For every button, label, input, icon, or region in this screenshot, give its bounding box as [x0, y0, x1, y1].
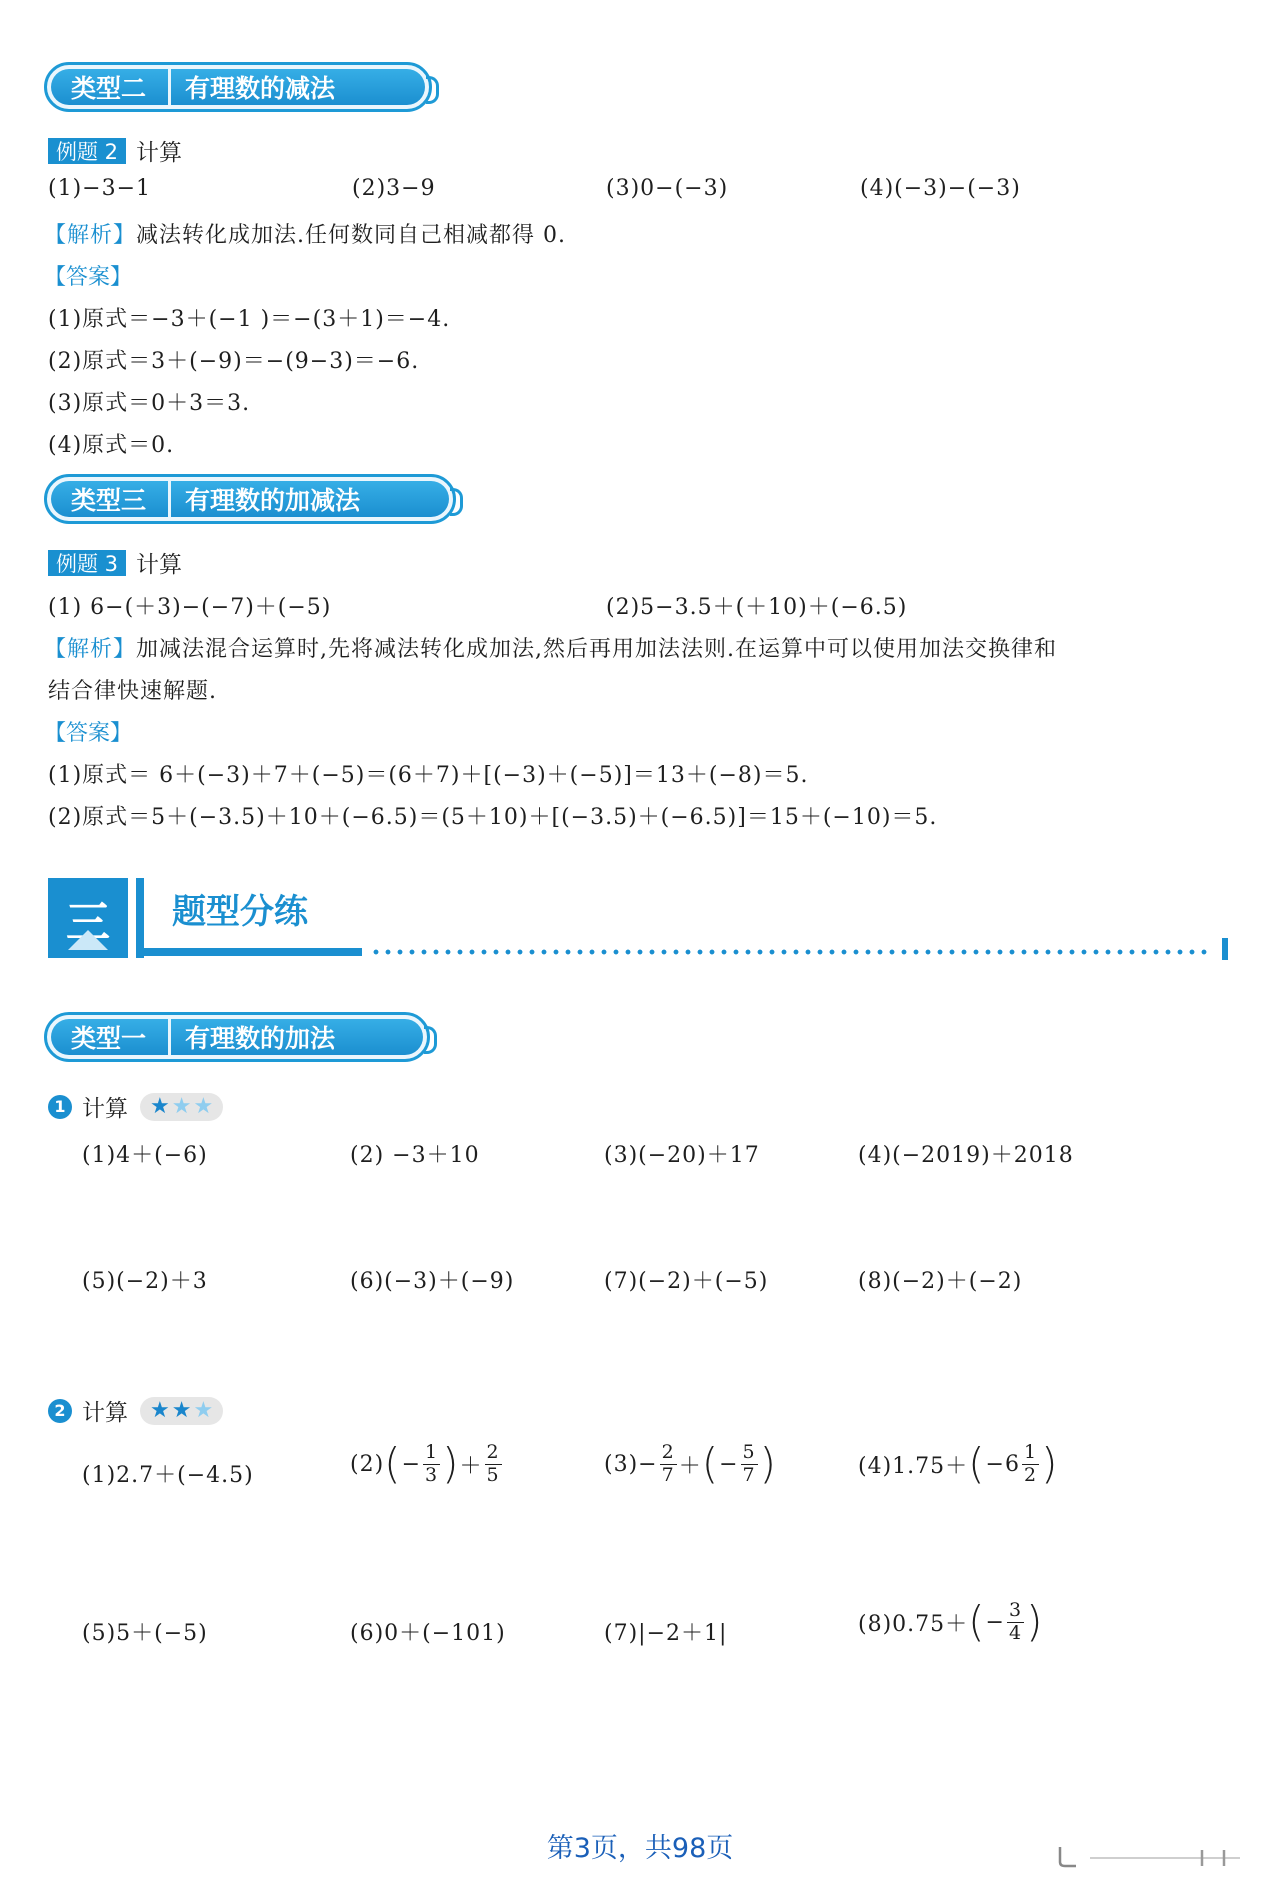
paren-right: ) — [1041, 1439, 1059, 1489]
section-header-type3 — [44, 474, 456, 524]
example2-problem-4: (4)(−3)−(−3) — [860, 176, 1021, 201]
analysis-text: 减法转化成加法.任何数同自己相减都得 0. — [136, 223, 566, 248]
example2-header — [48, 134, 182, 167]
exercise1-item-4: (4)(−2019)＋2018 — [858, 1143, 1074, 1168]
item-prefix: (8)0.75＋ — [858, 1611, 969, 1637]
denominator: 5 — [486, 1463, 500, 1486]
exercise1-item-1: (1)4＋(−6) — [82, 1143, 208, 1168]
example2-analysis — [44, 218, 566, 249]
exercise2-item-5: (5)5＋(−5) — [82, 1621, 208, 1646]
exercise-label: 计算 — [82, 1096, 128, 1122]
example2-problem-3: (3)0−(−3) — [606, 176, 729, 201]
example2-problem-2: (2)3−9 — [352, 176, 436, 201]
plus-sign: ＋ — [678, 1453, 702, 1479]
section-header-inner — [51, 1019, 423, 1055]
paren-left: ( — [701, 1439, 720, 1489]
section-title: 有理数的加减法 — [185, 486, 361, 515]
pill-tail — [450, 488, 463, 516]
section-header-type2 — [44, 62, 432, 112]
exercise2-item-7: (7)|−2＋1| — [604, 1621, 728, 1646]
banner-end-mark — [1222, 938, 1228, 960]
paren-right: ) — [442, 1439, 460, 1489]
exercise2-item-3 — [604, 1439, 778, 1489]
analysis-tag: 【解析】 — [44, 223, 137, 248]
exercise1-item-6: (6)(−3)＋(−9) — [350, 1269, 515, 1294]
numerator: 2 — [661, 1441, 675, 1463]
fraction — [1007, 1600, 1024, 1645]
page-indicator: 第3页，共98页 — [546, 1833, 734, 1864]
paren-left: ( — [968, 1439, 986, 1489]
denominator: 7 — [661, 1463, 675, 1486]
denominator: 2 — [1023, 1463, 1038, 1486]
banner-horizontal-bar — [136, 948, 362, 956]
plus-sign: ＋ — [459, 1453, 483, 1479]
exercise-label: 计算 — [82, 1400, 128, 1426]
exercise1-item-5: (5)(−2)＋3 — [82, 1269, 208, 1294]
analysis-text: 加减法混合运算时,先将减法转化成加法,然后再用加法法则.在运算中可以使用加法交换律和 — [136, 637, 1057, 662]
fraction — [660, 1442, 677, 1487]
numerator: 2 — [486, 1441, 500, 1463]
fraction — [741, 1442, 758, 1487]
exercise2-item-8 — [858, 1597, 1044, 1647]
exercise1-item-7: (7)(−2)＋(−5) — [604, 1269, 769, 1294]
numerator: 5 — [742, 1441, 756, 1463]
fraction — [1022, 1442, 1039, 1487]
minus-sign: − — [401, 1451, 421, 1477]
example-label: 计算 — [136, 140, 183, 166]
difficulty-stars — [140, 1397, 223, 1425]
example2-answer-3: (3)原式＝0＋3＝3. — [48, 391, 251, 416]
star-icon: ★ — [171, 1397, 192, 1423]
exercise1-item-8: (8)(−2)＋(−2) — [858, 1269, 1023, 1294]
example3-answer-2: (2)原式＝5＋(−3.5)＋10＋(−6.5)＝(5＋10)＋[(−3.5)＋(−6.5)]＝15＋(−10)＝5. — [48, 805, 938, 830]
denominator: 4 — [1008, 1621, 1023, 1644]
exercise2-item-1: (1)2.7＋(−4.5) — [82, 1463, 254, 1488]
example2-answer-4: (4)原式＝0. — [48, 433, 175, 458]
item-prefix: (4)1.75＋ — [858, 1453, 969, 1479]
minus-sign: − — [985, 1609, 1005, 1635]
section-header-inner — [51, 481, 449, 517]
example3-header — [48, 546, 182, 579]
pill-tail — [426, 76, 439, 104]
section-title: 有理数的加法 — [185, 1024, 336, 1053]
numerator: 1 — [1023, 1441, 1038, 1463]
answer-tag: 【答案】 — [44, 721, 133, 746]
example3-problem-2: (2)5−3.5＋(＋10)＋(−6.5) — [606, 595, 908, 620]
exercise2-header — [48, 1394, 223, 1427]
exercise1-item-2: (2) −3＋10 — [350, 1143, 480, 1168]
section-header-type1 — [44, 1012, 430, 1062]
numerator: 1 — [425, 1441, 439, 1463]
exercise2-item-2 — [350, 1439, 504, 1489]
denominator: 7 — [742, 1463, 756, 1486]
section-number-box: 三 — [48, 878, 128, 958]
banner-title: 题型分练 — [172, 892, 308, 932]
example3-answer-1: (1)原式＝ 6＋(−3)＋7＋(−5)＝(6＋7)＋[(−3)＋(−5)]＝13＋(−8)＝5. — [48, 763, 809, 788]
answer-tag: 【答案】 — [44, 265, 133, 290]
section-header-inner — [51, 69, 425, 105]
section-title: 有理数的减法 — [185, 74, 336, 103]
example-tag: 例题 2 — [48, 138, 126, 164]
banner-dotted-line — [370, 949, 1210, 955]
exercise1-item-3: (3)(−20)＋17 — [604, 1143, 760, 1168]
scroll-bar-icon[interactable] — [1090, 1846, 1250, 1868]
exercise2-item-6: (6)0＋(−101) — [350, 1621, 506, 1646]
section-type-label: 类型二 — [51, 69, 171, 105]
example3-problem-1: (1) 6−(＋3)−(−7)＋(−5) — [48, 595, 332, 620]
item-prefix: (3)− — [604, 1451, 658, 1477]
example2-problem-1: (1)−3−1 — [48, 176, 152, 201]
paren-left: ( — [384, 1439, 402, 1489]
section-type-label: 类型一 — [51, 1019, 171, 1055]
exercise1-header — [48, 1090, 223, 1123]
whole-number: −6 — [985, 1451, 1020, 1477]
paren-left: ( — [968, 1597, 986, 1647]
exercise-number: 1 — [48, 1095, 72, 1119]
example2-answer-2: (2)原式＝3＋(−9)＝−(9−3)＝−6. — [48, 349, 420, 374]
banner-vertical-bar — [136, 878, 144, 958]
star-icon: ★ — [150, 1093, 170, 1119]
exercise-number: 2 — [48, 1399, 72, 1423]
page-bracket-icon[interactable] — [1056, 1846, 1082, 1868]
example3-analysis-line1 — [44, 632, 1057, 663]
star-icon: ★ — [193, 1093, 214, 1119]
section-number-notch — [68, 930, 108, 950]
fraction — [423, 1442, 440, 1487]
analysis-tag: 【解析】 — [44, 637, 137, 662]
difficulty-stars — [140, 1093, 223, 1121]
example-tag: 例题 3 — [48, 550, 126, 576]
example3-analysis-line2: 结合律快速解题. — [48, 679, 217, 704]
numerator: 3 — [1008, 1599, 1023, 1621]
paren-right: ) — [759, 1439, 778, 1489]
star-icon: ★ — [171, 1093, 192, 1119]
pill-tail — [424, 1026, 437, 1054]
star-icon: ★ — [150, 1397, 170, 1423]
exercise2-item-4 — [858, 1439, 1059, 1489]
denominator: 3 — [425, 1463, 439, 1486]
fraction — [485, 1442, 502, 1487]
example-label: 计算 — [136, 552, 183, 578]
star-icon: ★ — [193, 1397, 214, 1423]
paren-right: ) — [1026, 1597, 1044, 1647]
section-type-label: 类型三 — [51, 481, 171, 517]
minus-sign: − — [719, 1451, 739, 1477]
example2-answer-1: (1)原式＝−3＋(−1 )＝−(3＋1)＝−4. — [48, 307, 451, 332]
item-prefix: (2) — [350, 1451, 385, 1477]
